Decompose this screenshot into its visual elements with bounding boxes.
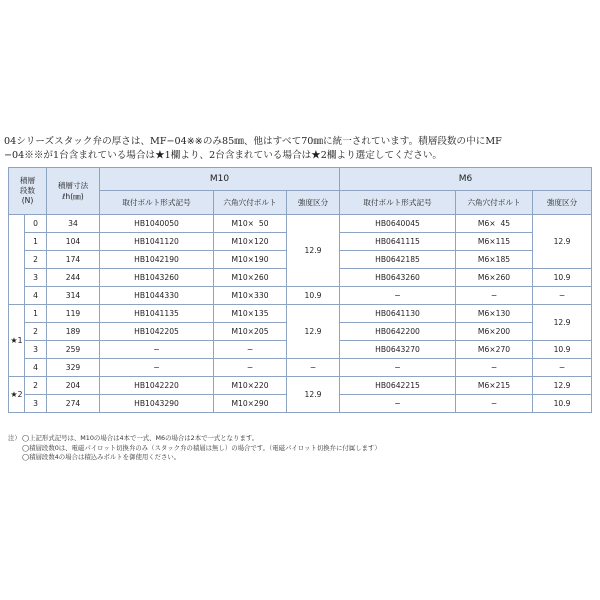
stack-dimension: 329 (47, 359, 100, 377)
m6-hex-bolt: M6×200 (456, 323, 533, 341)
m10-hex-bolt: M10×330 (214, 287, 287, 305)
m10-bolt-model: HB1040050 (100, 215, 214, 233)
m6-hex-bolt: M6×215 (456, 377, 533, 395)
header-m6-hex-bolt: 六角穴付ボルト (456, 191, 533, 215)
bolt-spec-table (8, 167, 592, 413)
stack-dimension: 314 (47, 287, 100, 305)
m10-hex-bolt: M10× 50 (214, 215, 287, 233)
m6-hex-bolt: − (456, 287, 533, 305)
m6-bolt-model: HB0641130 (340, 305, 456, 323)
stack-dimension: 244 (47, 269, 100, 287)
m10-bolt-model: HB1043260 (100, 269, 214, 287)
m6-hex-bolt: M6×185 (456, 251, 533, 269)
table-row (9, 377, 592, 395)
stack-dimension: 204 (47, 377, 100, 395)
stage-number: 3 (25, 341, 47, 359)
m10-hex-bolt: M10×135 (214, 305, 287, 323)
stack-dimension: 274 (47, 395, 100, 413)
m10-hex-bolt: M10×190 (214, 251, 287, 269)
m6-bolt-model: − (340, 359, 456, 377)
m6-strength-10-9: 10.9 (533, 395, 592, 413)
star-cell-2: ★2 (9, 377, 25, 413)
stack-dimension: 104 (47, 233, 100, 251)
m6-strength-dash: − (533, 359, 592, 377)
stack-dimension: 174 (47, 251, 100, 269)
m6-hex-bolt: M6×260 (456, 269, 533, 287)
intro-line-1: 04シリーズスタック弁の厚さは、MF−04※※のみ85㎜、他はすべて70㎜に統一されています。積層段数の中にMF (4, 136, 502, 147)
m10-hex-bolt: − (214, 359, 287, 377)
m10-bolt-model: HB1043290 (100, 395, 214, 413)
m10-bolt-model: HB1041120 (100, 233, 214, 251)
intro-text (4, 135, 596, 163)
table-row (9, 287, 592, 305)
notes (8, 434, 593, 463)
m6-strength-dash: − (533, 287, 592, 305)
stage-number: 4 (25, 359, 47, 377)
table-row (9, 215, 592, 233)
table-row (9, 359, 592, 377)
m6-strength-12-9: 12.9 (533, 377, 592, 395)
m10-hex-bolt: M10×290 (214, 395, 287, 413)
m10-bolt-model: HB1042205 (100, 323, 214, 341)
note-line-1: ◯上記形式記号は、M10の場合は4本で一式、M6の場合は2本で一式となります。 (22, 434, 259, 442)
m10-hex-bolt: M10×120 (214, 233, 287, 251)
m6-strength-10-9: 10.9 (533, 269, 592, 287)
m6-hex-bolt: − (456, 359, 533, 377)
m6-hex-bolt: − (456, 395, 533, 413)
stack-dimension: 189 (47, 323, 100, 341)
m6-bolt-model: − (340, 395, 456, 413)
header-m10-strength: 強度区分 (287, 191, 340, 215)
m6-bolt-model: HB0642185 (340, 251, 456, 269)
stage-number: 3 (25, 269, 47, 287)
note-row (8, 434, 593, 444)
note-line-2: ◯積層段数0は、電磁パイロット切換弁のみ（スタック弁の積層は無し）の場合です。（電磁パイロット切換弁に付属します） (22, 443, 381, 452)
m6-bolt-model: − (340, 287, 456, 305)
m10-bolt-model: HB1041135 (100, 305, 214, 323)
note-line-3: ◯積層段数4の場合は積込みボルトを御使用ください。 (22, 453, 181, 462)
stage-number: 0 (25, 215, 47, 233)
m10-bolt-model: HB1044330 (100, 287, 214, 305)
intro-line-2: −04※※が1台含まれている場合は★1欄より、2台含まれている場合は★2欄より選定してください。 (4, 150, 443, 161)
stage-number: 2 (25, 251, 47, 269)
m6-strength-12-9: 12.9 (533, 215, 592, 269)
header-stack-dimension: 積層寸法 ℓh(㎜) (47, 168, 100, 215)
m10-strength-12-9: 12.9 (287, 377, 340, 413)
m6-bolt-model: HB0642200 (340, 323, 456, 341)
m10-hex-bolt: M10×205 (214, 323, 287, 341)
star-cell-1: ★1 (9, 305, 25, 377)
stage-number: 2 (25, 323, 47, 341)
m6-bolt-model: HB0642215 (340, 377, 456, 395)
stage-number: 1 (25, 233, 47, 251)
m6-hex-bolt: M6×115 (456, 233, 533, 251)
note-row (8, 444, 593, 454)
stage-number: 1 (25, 305, 47, 323)
m10-bolt-model: − (100, 359, 214, 377)
header-m10-hex-bolt: 六角穴付ボルト (214, 191, 287, 215)
m6-hex-bolt: M6×270 (456, 341, 533, 359)
m10-hex-bolt: − (214, 341, 287, 359)
m10-strength-12-9: 12.9 (287, 215, 340, 287)
header-m6-strength: 強度区分 (533, 191, 592, 215)
header-m10: M10 (100, 168, 340, 191)
m6-bolt-model: HB0641115 (340, 233, 456, 251)
star-cell-none (9, 215, 25, 305)
note-row (8, 453, 593, 463)
m10-hex-bolt: M10×220 (214, 377, 287, 395)
stack-dimension: 259 (47, 341, 100, 359)
stage-number: 2 (25, 377, 47, 395)
m6-hex-bolt: M6×130 (456, 305, 533, 323)
m10-strength-12-9: 12.9 (287, 305, 340, 359)
m10-bolt-model: HB1042190 (100, 251, 214, 269)
notes-head: 注） (8, 434, 21, 442)
stack-dimension: 119 (47, 305, 100, 323)
stage-number: 4 (25, 287, 47, 305)
m6-bolt-model: HB0643260 (340, 269, 456, 287)
m10-strength-10-9: 10.9 (287, 287, 340, 305)
m6-strength-10-9: 10.9 (533, 341, 592, 359)
stack-dimension: 34 (47, 215, 100, 233)
m6-hex-bolt: M6× 45 (456, 215, 533, 233)
table-row (9, 305, 592, 323)
m10-bolt-model: − (100, 341, 214, 359)
m10-hex-bolt: M10×260 (214, 269, 287, 287)
m10-strength-dash: − (287, 359, 340, 377)
header-m6: M6 (340, 168, 592, 191)
stage-number: 3 (25, 395, 47, 413)
header-m6-bolt-model: 取付ボルト形式記号 (340, 191, 456, 215)
m6-bolt-model: HB0640045 (340, 215, 456, 233)
m6-bolt-model: HB0643270 (340, 341, 456, 359)
header-stack-stages: 積層 段数 (N) (9, 168, 47, 215)
header-m10-bolt-model: 取付ボルト形式記号 (100, 191, 214, 215)
m6-strength-12-9: 12.9 (533, 305, 592, 341)
m10-bolt-model: HB1042220 (100, 377, 214, 395)
